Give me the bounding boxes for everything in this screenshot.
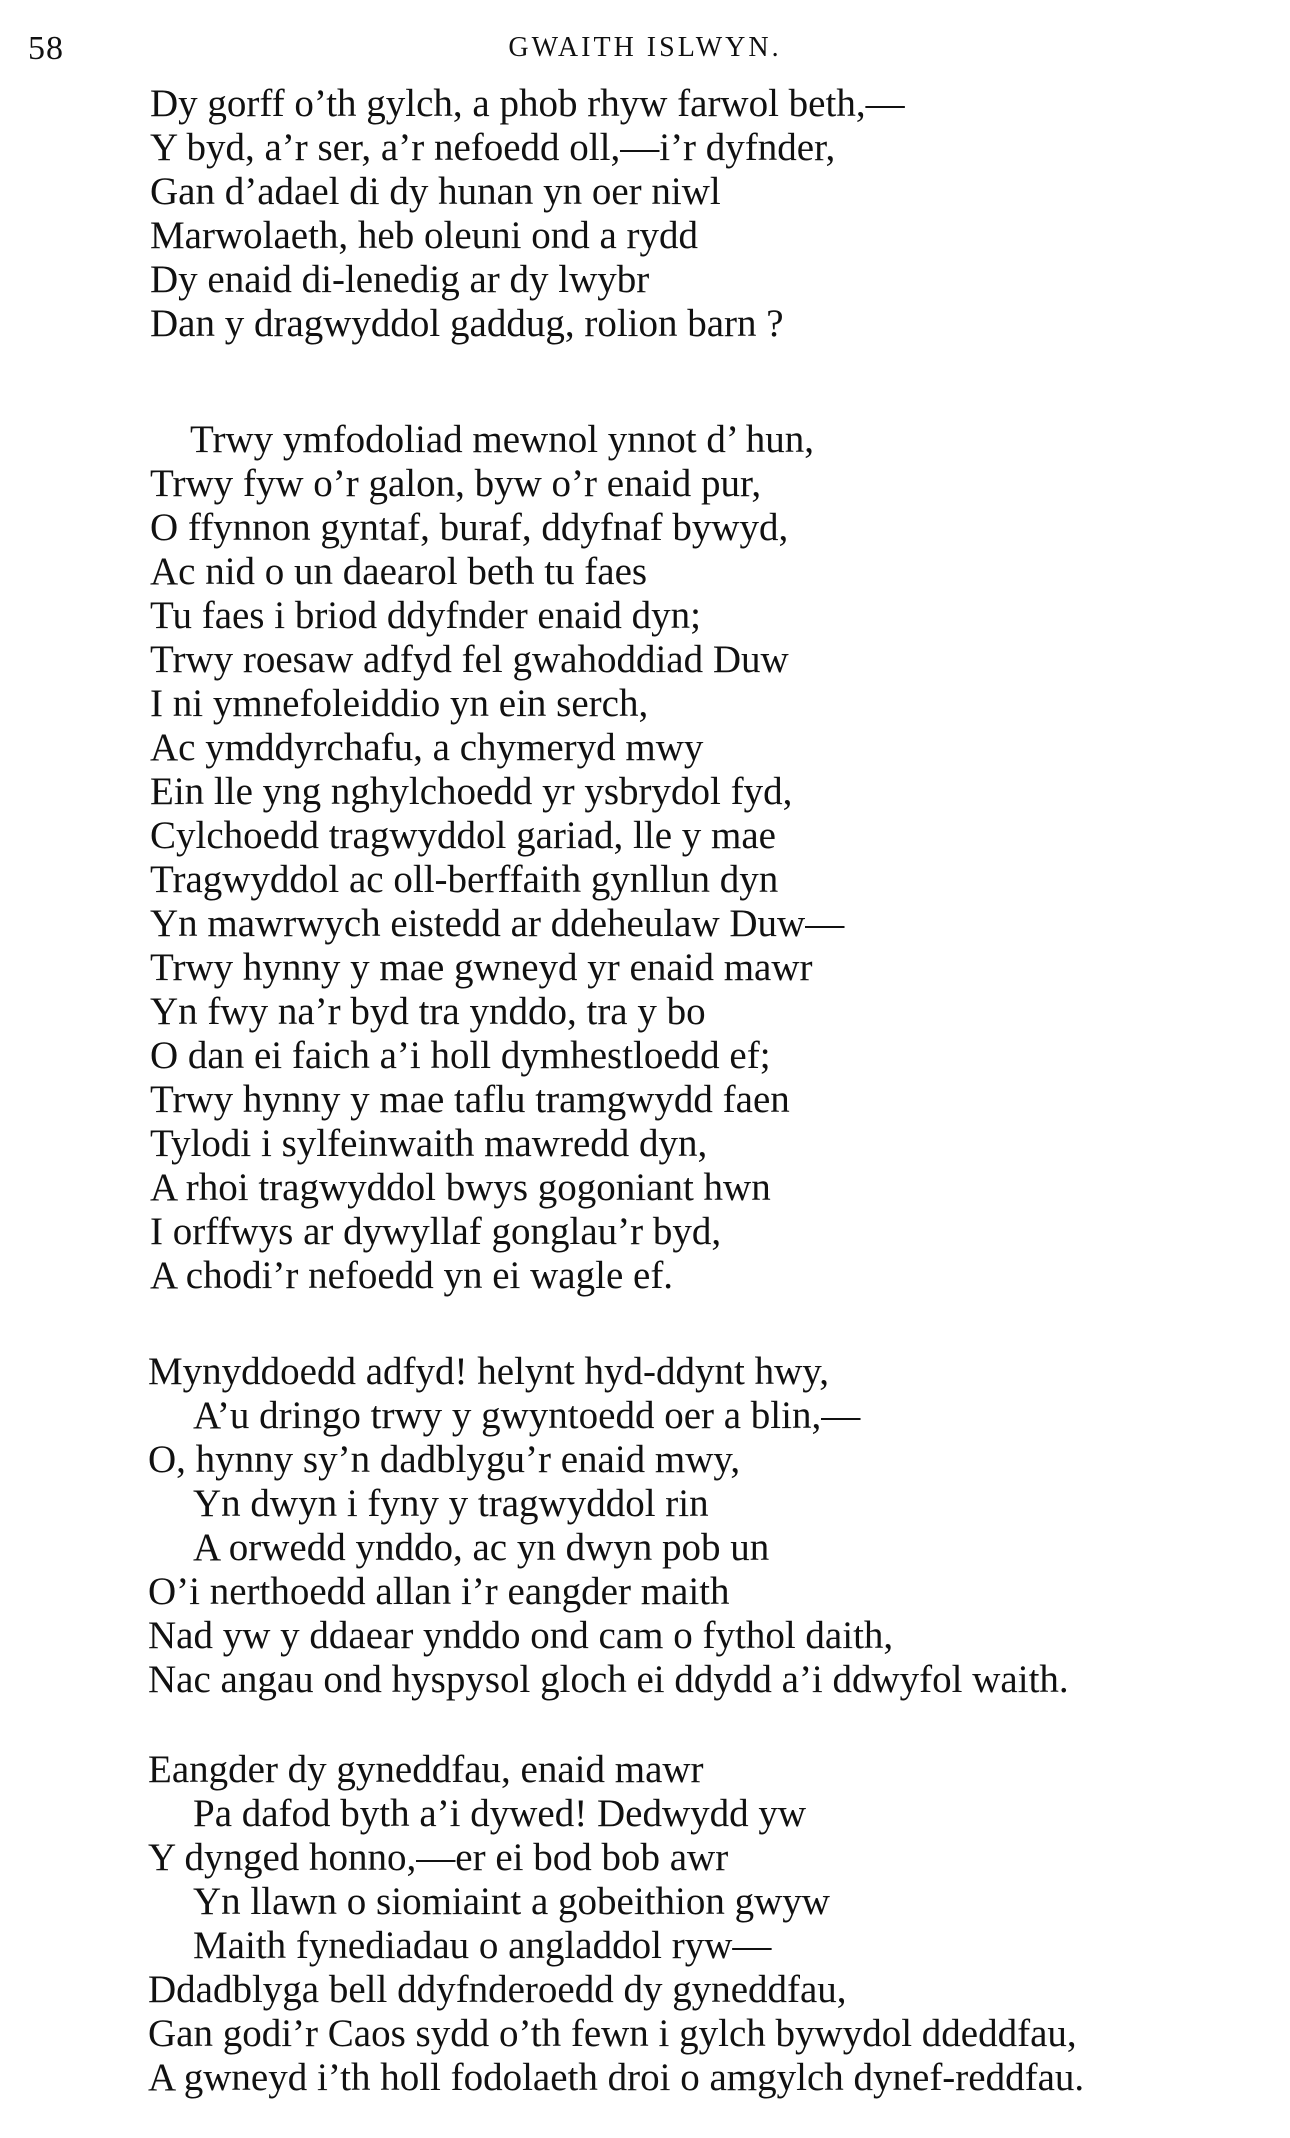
running-title: GWAITH ISLWYN. — [508, 32, 782, 63]
verse-line: Trwy ymfodoliad mewnol ynnot d’ hun, — [190, 418, 814, 461]
verse-line: Mynyddoedd adfyd! helynt hyd-ddynt hwy, — [148, 1350, 829, 1393]
verse-line: Yn llawn o siomiaint a gobeithion gwyw — [193, 1880, 830, 1923]
verse-line: A gwneyd i’th holl fodolaeth droi o amgylch dynef-reddfau. — [148, 2056, 1085, 2099]
page-number: 58 — [28, 30, 64, 67]
verse-line: Gan d’adael di dy hunan yn oer niwl — [150, 170, 721, 213]
verse-line: O ffynnon gyntaf, buraf, ddyfnaf bywyd, — [150, 506, 789, 549]
verse-line: Gan godi’r Caos sydd o’th fewn i gylch bywydol ddeddfau, — [148, 2012, 1077, 2055]
stanza-3 — [0, 1350, 1290, 1702]
verse-line: Trwy hynny y mae taflu tramgwydd faen — [150, 1078, 790, 1121]
verse-line: A orwedd ynddo, ac yn dwyn pob un — [193, 1526, 770, 1569]
verse-line: I ni ymnefoleiddio yn ein serch, — [150, 682, 649, 725]
verse-line: Tu faes i briod ddyfnder enaid dyn; — [150, 594, 701, 637]
stanza-1 — [0, 82, 1290, 346]
verse-line: I orffwys ar dywyllaf gonglau’r byd, — [150, 1210, 722, 1253]
verse-line: Nad yw y ddaear ynddo ond cam o fythol daith, — [148, 1614, 894, 1657]
verse-line: Y dynged honno,—er ei bod bob awr — [148, 1836, 729, 1879]
verse-line: Yn mawrwych eistedd ar ddeheulaw Duw— — [150, 902, 845, 945]
stanza-2 — [0, 418, 1290, 1298]
verse-line: Cylchoedd tragwyddol gariad, lle y mae — [150, 814, 776, 857]
verse-line: Ddadblyga bell ddyfnderoedd dy gyneddfau, — [148, 1968, 847, 2011]
verse-line: Ac nid o un daearol beth tu faes — [150, 550, 648, 593]
verse-line: O’i nerthoedd allan i’r eangder maith — [148, 1570, 730, 1613]
verse-line: Trwy roesaw adfyd fel gwahoddiad Duw — [150, 638, 789, 681]
verse-line: Ac ymddyrchafu, a chymeryd mwy — [150, 726, 704, 769]
verse-line: Dan y dragwyddol gaddug, rolion barn ? — [150, 302, 784, 345]
verse-line: A chodi’r nefoedd yn ei wagle ef. — [150, 1254, 674, 1297]
verse-line: A rhoi tragwyddol bwys gogoniant hwn — [150, 1166, 771, 1209]
verse-line: Tragwyddol ac oll-berffaith gynllun dyn — [150, 858, 779, 901]
verse-line: Marwolaeth, heb oleuni ond a rydd — [150, 214, 699, 257]
verse-line: Tylodi i sylfeinwaith mawredd dyn, — [150, 1122, 708, 1165]
verse-line: Nac angau ond hyspysol gloch ei ddydd a’i ddwyfol waith. — [148, 1658, 1069, 1701]
verse-line: Trwy fyw o’r galon, byw o’r enaid pur, — [150, 462, 762, 505]
stanza-4 — [0, 1748, 1290, 2100]
verse-line: A’u dringo trwy y gwyntoedd oer a blin,— — [193, 1394, 861, 1437]
verse-line: Yn fwy na’r byd tra ynddo, tra y bo — [150, 990, 706, 1033]
verse-line: O, hynny sy’n dadblygu’r enaid mwy, — [148, 1438, 741, 1481]
verse-line: Dy gorff o’th gylch, a phob rhyw farwol beth,— — [150, 82, 905, 125]
verse-line: Ein lle yng nghylchoedd yr ysbrydol fyd, — [150, 770, 793, 813]
verse-line: O dan ei faich a’i holl dymhestloedd ef; — [150, 1034, 771, 1077]
verse-line: Dy enaid di-lenedig ar dy lwybr — [150, 258, 650, 301]
verse-line: Eangder dy gyneddfau, enaid mawr — [148, 1748, 704, 1791]
verse-line: Y byd, a’r ser, a’r nefoedd oll,—i’r dyfnder, — [150, 126, 836, 169]
verse-line: Pa dafod byth a’i dywed! Dedwydd yw — [193, 1792, 807, 1835]
verse-line: Trwy hynny y mae gwneyd yr enaid mawr — [150, 946, 813, 989]
verse-line: Maith fynediadau o angladdol ryw— — [193, 1924, 772, 1967]
verse-line: Yn dwyn i fyny y tragwyddol rin — [193, 1482, 709, 1525]
